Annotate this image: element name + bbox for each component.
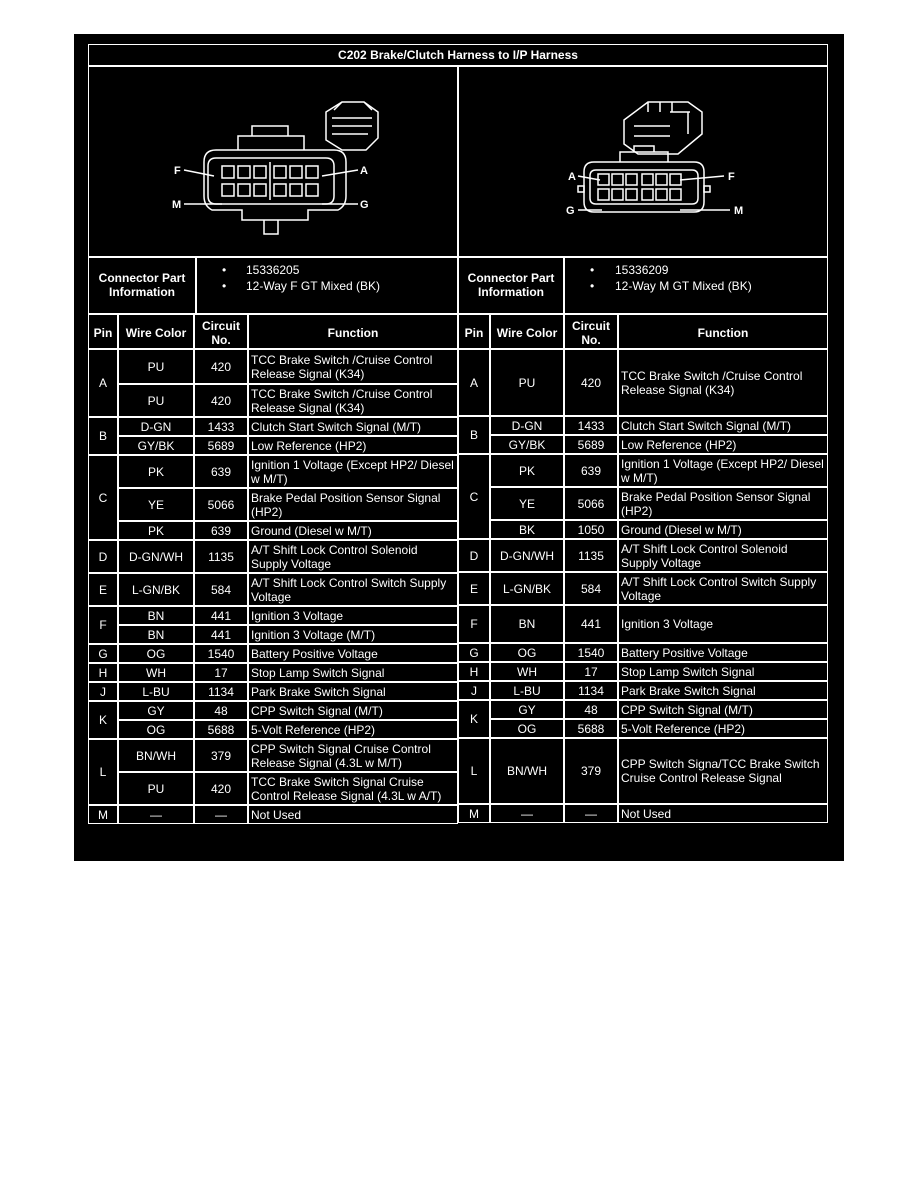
left-pin-label: C bbox=[98, 490, 108, 505]
right-pin-label: F bbox=[470, 617, 478, 631]
right-circuit-no: 5689 bbox=[577, 437, 605, 452]
left-pin-label: D bbox=[98, 549, 108, 564]
left-pin-label: M bbox=[98, 807, 108, 822]
left-pin-label-bottom-left: M bbox=[172, 199, 182, 211]
right-pin-label-top-left: A bbox=[568, 171, 576, 183]
left-wire-color: D-GN/WH bbox=[129, 549, 183, 564]
left-function-text: Ground (Diesel w M/T) bbox=[251, 523, 372, 538]
left-circuit-no: 639 bbox=[210, 523, 232, 538]
right-part-desc-bullet: • bbox=[590, 279, 595, 293]
left-wire-color: PK bbox=[147, 523, 164, 538]
right-wire-color: — bbox=[521, 806, 533, 821]
left-part-number: 15336205 bbox=[246, 263, 300, 277]
left-function-text: Low Reference (HP2) bbox=[251, 438, 367, 453]
right-wire-color: WH bbox=[517, 664, 537, 679]
right-pin-label: C bbox=[469, 489, 479, 504]
right-function-text: Ground (Diesel w M/T) bbox=[621, 522, 742, 537]
right-circuit-no: 1540 bbox=[577, 645, 605, 660]
left-function-text: 5-Volt Reference (HP2) bbox=[251, 722, 376, 737]
right-header-wire-color: Wire Color bbox=[496, 325, 558, 340]
connector-table bbox=[88, 44, 828, 843]
right-wire-color: YE bbox=[518, 496, 535, 511]
right-wire-color: D-GN/WH bbox=[500, 548, 554, 563]
left-header-wire-color: Wire Color bbox=[125, 325, 187, 340]
right-header-circuit-no: Circuit No. bbox=[571, 318, 610, 347]
left-circuit-no: 584 bbox=[210, 582, 232, 597]
right-circuit-no: — bbox=[585, 806, 597, 821]
left-function-text: Not Used bbox=[251, 807, 302, 822]
left-circuit-no: 639 bbox=[210, 464, 232, 479]
left-function-text: Park Brake Switch Signal bbox=[251, 684, 386, 699]
right-function-text: CPP Switch Signal (M/T) bbox=[621, 702, 753, 717]
left-wire-color: BN/WH bbox=[136, 748, 176, 763]
left-wire-color: D-GN bbox=[140, 419, 172, 434]
right-pin-label-bottom-left: G bbox=[566, 205, 575, 217]
right-function-text: Clutch Start Switch Signal (M/T) bbox=[621, 418, 792, 433]
left-circuit-no: 441 bbox=[210, 608, 232, 623]
right-function-text: Brake Pedal Position Sensor Signal (HP2) bbox=[621, 489, 811, 518]
right-circuit-no: 441 bbox=[580, 617, 602, 631]
left-header-pin: Pin bbox=[93, 325, 113, 340]
right-pin-label: D bbox=[469, 548, 479, 563]
left-wire-color: BN bbox=[147, 608, 165, 623]
right-function-text: Not Used bbox=[621, 806, 672, 821]
right-function-text: Ignition 1 Voltage (Except HP2/ Diesel w M/T) bbox=[621, 456, 824, 485]
left-pin-label: H bbox=[98, 665, 108, 680]
left-pin-label: F bbox=[99, 618, 107, 632]
left-wire-color: PK bbox=[147, 464, 164, 479]
left-pin-label-bottom-right: G bbox=[360, 199, 369, 211]
right-function-text: A/T Shift Lock Control Switch Supply Voltage bbox=[621, 574, 817, 603]
left-circuit-no: 5066 bbox=[207, 497, 235, 512]
right-circuit-no: 1135 bbox=[578, 548, 604, 563]
right-wire-color: D-GN bbox=[511, 418, 543, 433]
right-pin-label: B bbox=[469, 428, 478, 442]
right-part-info-label: Connector Part Information bbox=[467, 271, 555, 299]
right-function-text: Park Brake Switch Signal bbox=[621, 683, 756, 698]
left-wire-color: PU bbox=[147, 359, 165, 374]
right-circuit-no: 1050 bbox=[577, 522, 605, 537]
right-wire-color: GY bbox=[518, 702, 536, 717]
right-header-pin: Pin bbox=[464, 325, 484, 340]
left-wire-color: YE bbox=[147, 497, 164, 512]
right-circuit-no: 5066 bbox=[577, 496, 605, 511]
left-function-text: TCC Brake Switch /Cruise Control Release Signal (K34) bbox=[251, 352, 433, 381]
right-pin-label-top-right: F bbox=[728, 171, 735, 183]
left-wire-color: GY/BK bbox=[137, 438, 175, 453]
left-function-text: TCC Brake Switch /Cruise Control Release Signal (K34) bbox=[251, 386, 433, 415]
left-wire-color: PU bbox=[147, 781, 165, 796]
left-circuit-no: 441 bbox=[210, 627, 232, 642]
right-part-description: 12-Way M GT Mixed (BK) bbox=[615, 279, 752, 293]
right-circuit-no: 420 bbox=[580, 375, 602, 390]
left-function-text: Battery Positive Voltage bbox=[251, 646, 378, 661]
right-circuit-no: 17 bbox=[584, 664, 598, 679]
connector-sheet bbox=[74, 34, 844, 861]
left-circuit-no: 420 bbox=[210, 393, 232, 408]
left-pin-label: A bbox=[98, 376, 107, 390]
right-pin-label: G bbox=[469, 645, 479, 660]
right-wire-color: PK bbox=[518, 463, 535, 478]
left-function-text: A/T Shift Lock Control Switch Supply Voltage bbox=[251, 575, 447, 604]
right-pinout-table bbox=[458, 44, 828, 843]
left-pin-label: B bbox=[98, 429, 107, 443]
left-circuit-no: 48 bbox=[214, 703, 228, 718]
right-wire-color: BN bbox=[518, 617, 536, 631]
right-header-function: Function bbox=[697, 325, 749, 340]
right-function-text: Low Reference (HP2) bbox=[621, 437, 737, 452]
right-pin-label: J bbox=[471, 683, 477, 698]
right-pin-label: A bbox=[469, 375, 478, 390]
right-wire-color: BK bbox=[518, 522, 535, 537]
left-circuit-no: 1433 bbox=[207, 419, 235, 434]
left-wire-color: GY bbox=[147, 703, 165, 718]
right-circuit-no: 379 bbox=[580, 764, 602, 778]
left-function-text: Clutch Start Switch Signal (M/T) bbox=[251, 419, 422, 434]
left-part-info-label: Connector Part Information bbox=[98, 271, 186, 299]
left-function-text: Ignition 1 Voltage (Except HP2/ Diesel w M/T) bbox=[251, 457, 454, 486]
right-pin-label: L bbox=[470, 764, 478, 778]
right-circuit-no: 1433 bbox=[577, 418, 605, 433]
left-wire-color: OG bbox=[146, 646, 166, 661]
right-circuit-no: 5688 bbox=[577, 721, 605, 736]
left-pinout-table bbox=[88, 44, 458, 843]
right-wire-color: GY/BK bbox=[508, 437, 546, 452]
left-pin-label-top-left: F bbox=[174, 165, 181, 177]
left-wire-color: — bbox=[150, 807, 162, 822]
left-pin-label: L bbox=[99, 765, 107, 779]
left-function-text: TCC Brake Switch Signal Cruise Control Release Signal (4.3L w A/T) bbox=[251, 774, 442, 803]
left-circuit-no: 420 bbox=[210, 359, 232, 374]
left-circuit-no: 17 bbox=[214, 665, 228, 680]
left-header-function: Function bbox=[327, 325, 379, 340]
right-wire-color: L-BU bbox=[513, 683, 541, 698]
left-pin-label: G bbox=[98, 646, 108, 661]
left-function-text: Stop Lamp Switch Signal bbox=[251, 665, 385, 680]
left-pin-label-top-right: A bbox=[360, 165, 368, 177]
right-wire-color: PU bbox=[518, 375, 536, 390]
left-function-text: Ignition 3 Voltage bbox=[251, 608, 344, 623]
right-pin-label: H bbox=[469, 664, 479, 679]
right-circuit-no: 48 bbox=[584, 702, 598, 717]
left-function-text: A/T Shift Lock Control Solenoid Supply Voltage bbox=[251, 542, 418, 571]
left-wire-color: L-BU bbox=[142, 684, 170, 699]
left-circuit-no: 420 bbox=[210, 781, 232, 796]
right-function-text: Ignition 3 Voltage bbox=[621, 617, 714, 631]
left-wire-color: L-GN/BK bbox=[131, 582, 180, 597]
right-wire-color: OG bbox=[517, 645, 537, 660]
right-function-text: 5-Volt Reference (HP2) bbox=[621, 721, 746, 736]
left-circuit-no: 1134 bbox=[208, 684, 234, 699]
right-function-text: CPP Switch Signa/TCC Brake Switch Cruise Control Release Signal bbox=[621, 757, 820, 785]
left-function-text: CPP Switch Signal Cruise Control Release Signal (4.3L w M/T) bbox=[251, 741, 431, 770]
left-pin-label: K bbox=[98, 713, 107, 727]
left-pin-label: J bbox=[100, 684, 106, 699]
left-circuit-no: 5688 bbox=[207, 722, 235, 737]
left-circuit-no: 5689 bbox=[207, 438, 235, 453]
left-wire-color: PU bbox=[147, 393, 165, 408]
left-wire-color: OG bbox=[146, 722, 166, 737]
left-part-description: 12-Way F GT Mixed (BK) bbox=[246, 279, 381, 293]
right-wire-color: BN/WH bbox=[507, 764, 547, 778]
left-circuit-no: 1540 bbox=[207, 646, 235, 661]
left-circuit-no: 379 bbox=[210, 748, 232, 763]
right-circuit-no: 639 bbox=[580, 463, 602, 478]
right-pin-label: K bbox=[469, 712, 478, 726]
right-wire-color: OG bbox=[517, 721, 537, 736]
right-part-number: 15336209 bbox=[615, 263, 669, 277]
left-function-text: Brake Pedal Position Sensor Signal (HP2) bbox=[251, 490, 441, 519]
left-circuit-no: 1135 bbox=[208, 549, 234, 564]
right-part-number-bullet: • bbox=[590, 263, 595, 277]
page-title: C202 Brake/Clutch Harness to I/P Harness bbox=[338, 48, 578, 62]
right-pin-label: M bbox=[469, 806, 479, 821]
right-function-text: A/T Shift Lock Control Solenoid Supply Voltage bbox=[621, 541, 788, 570]
left-circuit-no: — bbox=[215, 807, 227, 822]
left-wire-color: WH bbox=[146, 665, 166, 680]
right-function-text: Battery Positive Voltage bbox=[621, 645, 748, 660]
left-wire-color: BN bbox=[147, 627, 165, 642]
right-function-text: TCC Brake Switch /Cruise Control Release Signal (K34) bbox=[621, 368, 803, 397]
left-function-text: CPP Switch Signal (M/T) bbox=[251, 703, 383, 718]
right-function-text: Stop Lamp Switch Signal bbox=[621, 664, 755, 679]
left-header-circuit-no: Circuit No. bbox=[201, 318, 240, 347]
left-pin-label: E bbox=[98, 582, 107, 597]
right-circuit-no: 1134 bbox=[578, 683, 604, 698]
right-pin-label-bottom-right: M bbox=[734, 205, 744, 217]
left-function-text: Ignition 3 Voltage (M/T) bbox=[251, 627, 376, 642]
left-part-desc-bullet: • bbox=[222, 279, 227, 293]
right-circuit-no: 584 bbox=[580, 581, 602, 596]
left-part-number-bullet: • bbox=[222, 263, 227, 277]
right-pin-label: E bbox=[469, 581, 478, 596]
right-wire-color: L-GN/BK bbox=[502, 581, 551, 596]
